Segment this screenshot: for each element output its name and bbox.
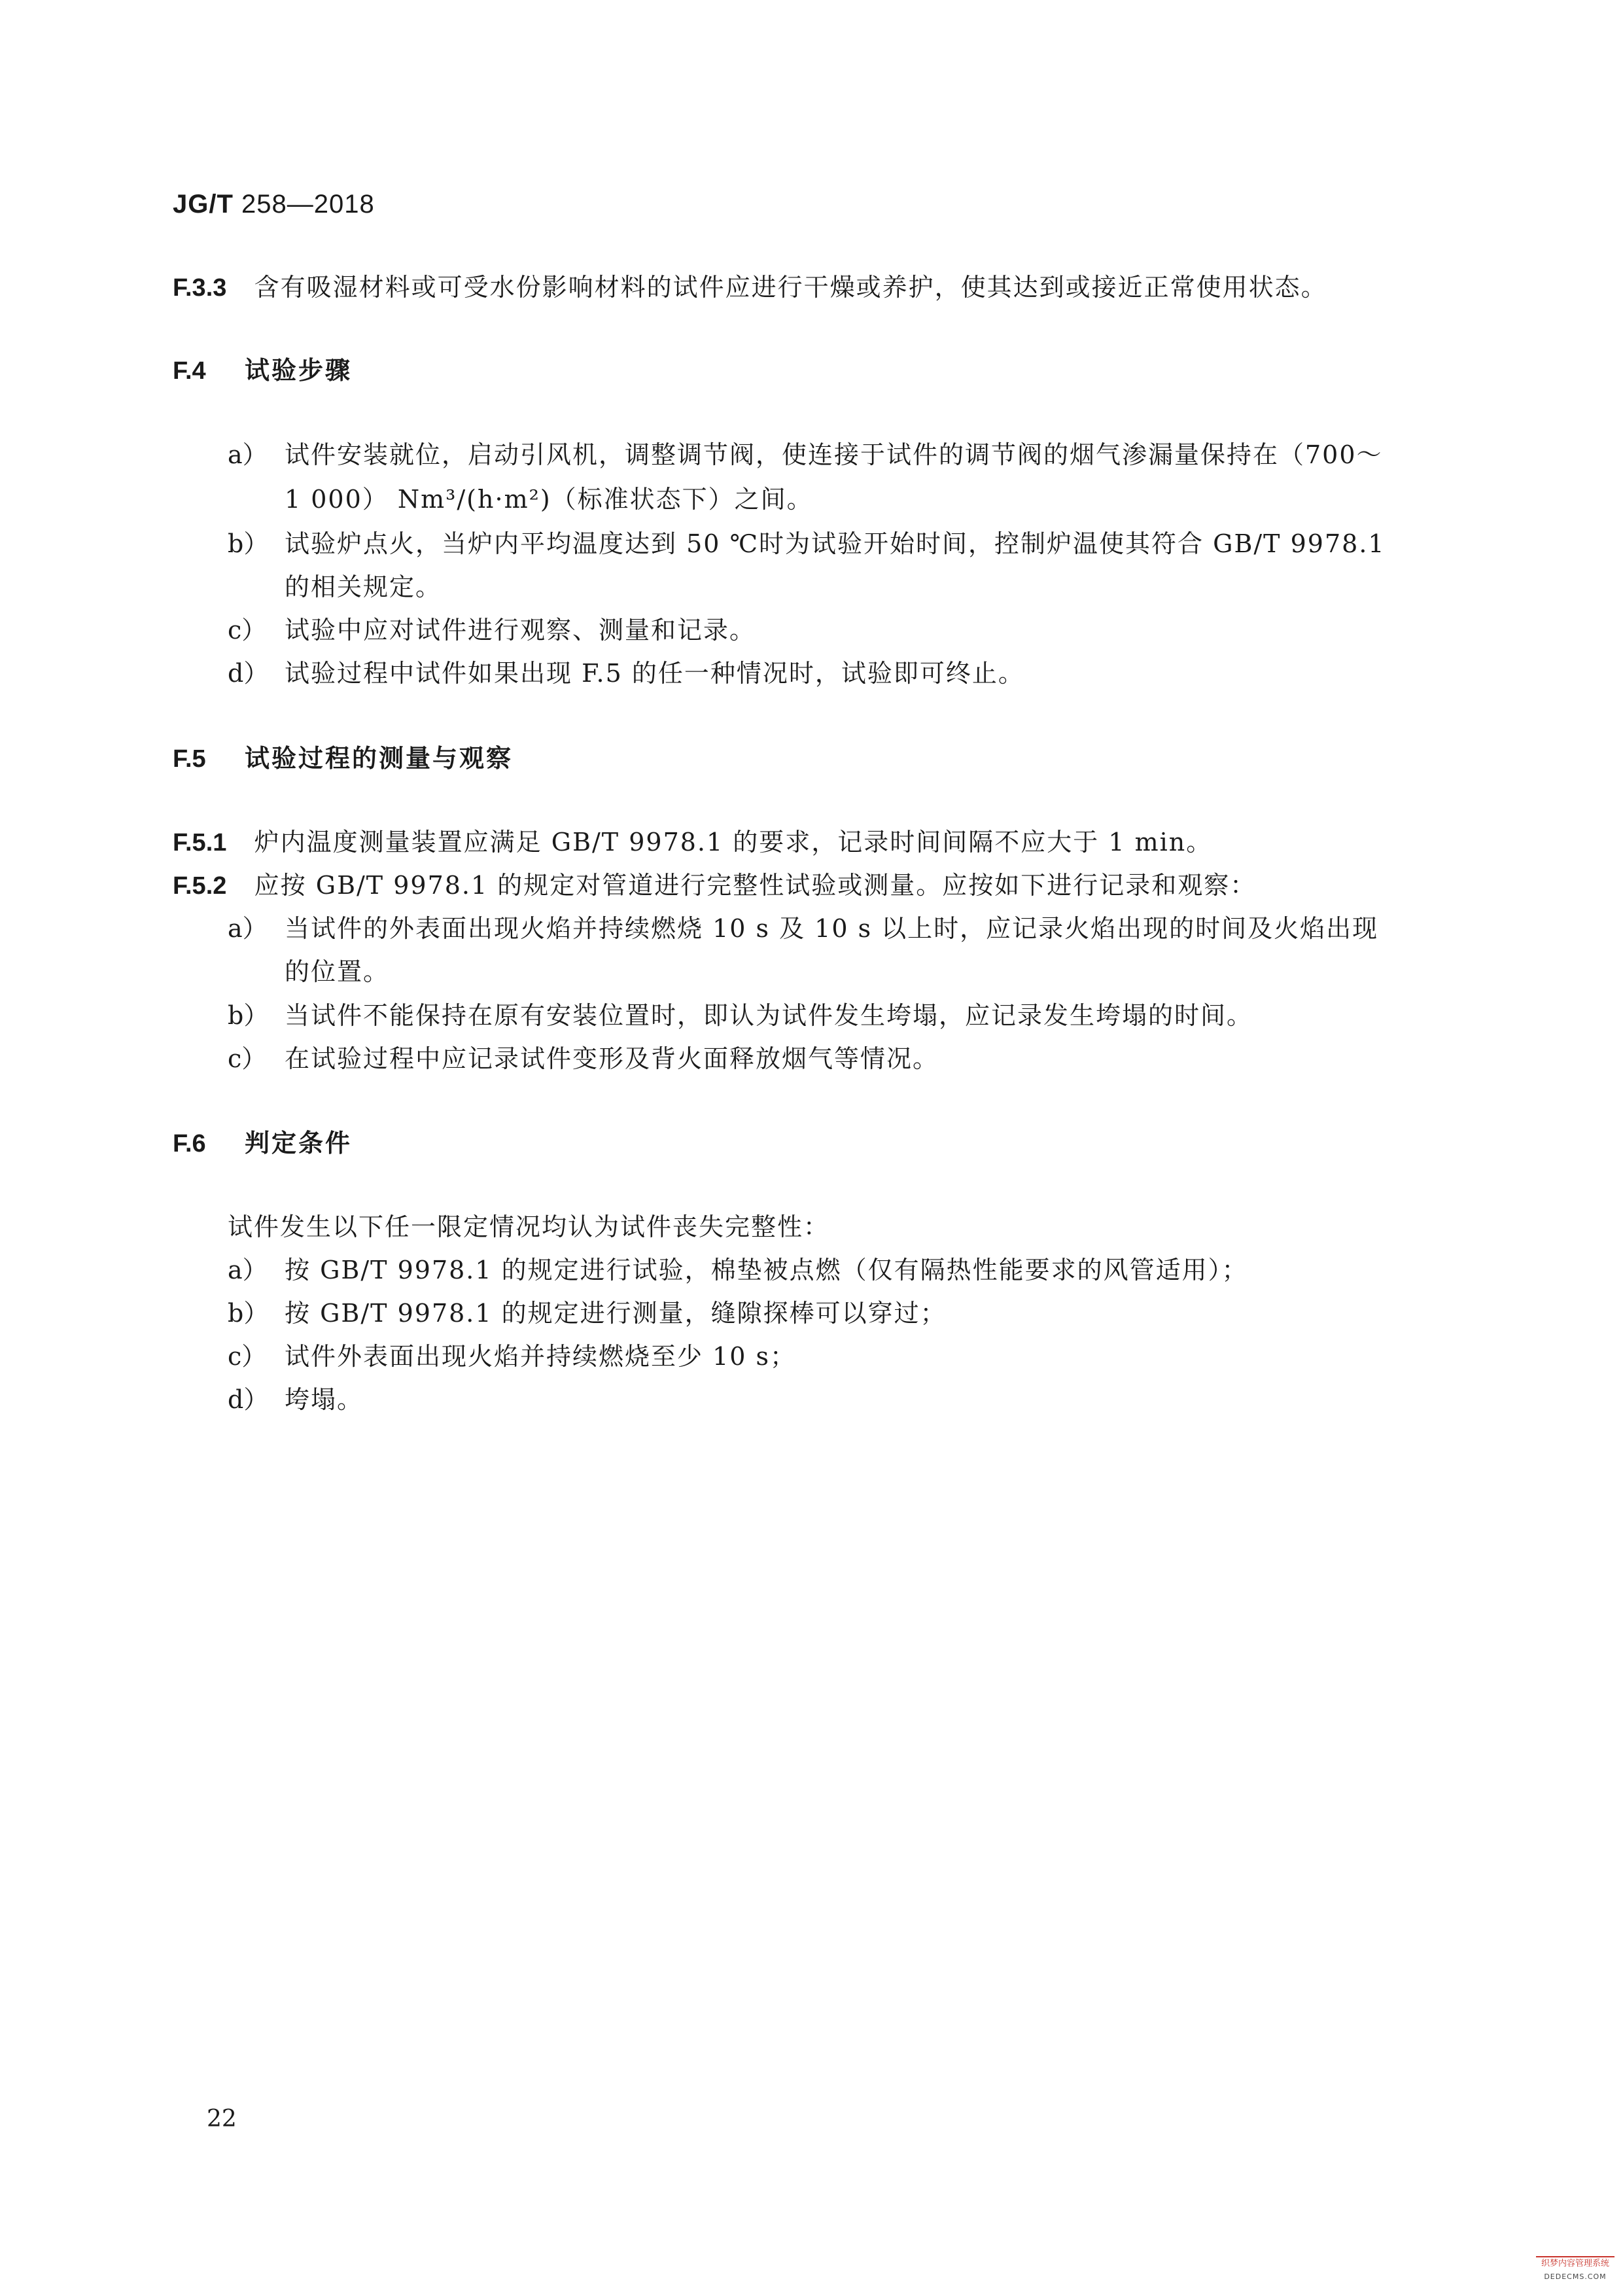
paragraph-intro: 试件发生以下任一限定情况均认为试件丧失完整性： <box>228 1212 830 1241</box>
watermark-bottom-text: DEDECMS.COM <box>1544 2272 1607 2281</box>
list-marker: b） <box>228 1299 269 1328</box>
section-number: F.6 <box>173 1130 206 1157</box>
watermark-logo <box>1536 2256 1614 2287</box>
clause-text: 含有吸湿材料或可受水份影响材料的试件应进行干燥或养护，使其达到或接近正常使用状态。 <box>254 273 1327 302</box>
list-item-text-continued: 的相关规定。 <box>285 573 442 601</box>
section-number: F.5 <box>173 745 206 773</box>
clause-number: F.5.1 <box>173 829 227 857</box>
list-marker: b） <box>228 1001 269 1030</box>
clause-f5-1 <box>173 826 1212 859</box>
list-item-text: 试验中应对试件进行观察、测量和记录。 <box>285 616 756 645</box>
section-heading-f5 <box>173 742 513 775</box>
clause-f3-3 <box>173 271 1327 304</box>
list-item-text: 试件外表面出现火焰并持续燃烧至少 10 s； <box>285 1342 797 1371</box>
section-number: F.4 <box>173 357 206 385</box>
standard-code-prefix: JG/T <box>173 190 234 219</box>
list-marker: c） <box>228 1044 267 1073</box>
section-title: 试验过程的测量与观察 <box>245 744 514 773</box>
clause-number: F.3.3 <box>173 274 227 302</box>
list-item-text: 在试验过程中应记录试件变形及背火面释放烟气等情况。 <box>285 1044 939 1073</box>
section-heading-f6 <box>173 1127 352 1160</box>
list-item-text: 试验炉点火，当炉内平均温度达到 50 ℃时为试验开始时间，控制炉温使其符合 GB/T 9978.1 <box>285 529 1386 558</box>
section-title: 判定条件 <box>245 1129 353 1157</box>
list-item-text: 垮塌。 <box>285 1385 364 1414</box>
clause-text: 炉内温度测量装置应满足 GB/T 9978.1 的要求，记录时间间隔不应大于 1 min。 <box>254 828 1213 857</box>
list-item-text: 试验过程中试件如果出现 F.5 的任一种情况时，试验即可终止。 <box>285 659 1024 688</box>
list-item-text: 当试件的外表面出现火焰并持续燃烧 10 s 及 10 s 以上时，应记录火焰出现的时间及火焰出现 <box>285 914 1379 943</box>
list-item-text: 按 GB/T 9978.1 的规定进行测量，缝隙探棒可以穿过； <box>285 1299 947 1328</box>
list-marker: b） <box>228 529 269 558</box>
list-item-text: 当试件不能保持在原有安装位置时，即认为试件发生垮塌，应记录发生垮塌的时间。 <box>285 1001 1253 1030</box>
section-heading-f4 <box>173 354 352 387</box>
list-item-text-continued: 的位置。 <box>285 957 390 986</box>
clause-number: F.5.2 <box>173 872 227 900</box>
list-item-text-continued: 1 000） Nm³/(h·m²)（标准状态下）之间。 <box>285 485 813 514</box>
list-marker: a） <box>228 440 268 469</box>
list-marker: d） <box>228 1385 269 1414</box>
page-number: 22 <box>207 2106 237 2132</box>
standard-code-suffix: 258—2018 <box>233 190 375 219</box>
watermark-top-text: 织梦内容管理系统 <box>1541 2259 1609 2269</box>
section-title: 试验步骤 <box>245 356 353 385</box>
list-item-text: 试件安装就位，启动引风机，调整调节阀，使连接于试件的调节阀的烟气渗漏量保持在（700～ <box>285 440 1383 469</box>
standard-code <box>173 190 375 219</box>
clause-text: 应按 GB/T 9978.1 的规定对管道进行完整性试验或测量。应按如下进行记录和观察： <box>254 871 1257 900</box>
list-marker: a） <box>228 914 268 943</box>
list-marker: c） <box>228 616 267 645</box>
list-marker: d） <box>228 659 269 688</box>
list-marker: c） <box>228 1342 267 1371</box>
list-marker: a） <box>228 1256 268 1284</box>
list-item-text: 按 GB/T 9978.1 的规定进行试验，棉垫被点燃（仅有隔热性能要求的风管适用）； <box>285 1256 1248 1284</box>
clause-f5-2 <box>173 869 1256 902</box>
